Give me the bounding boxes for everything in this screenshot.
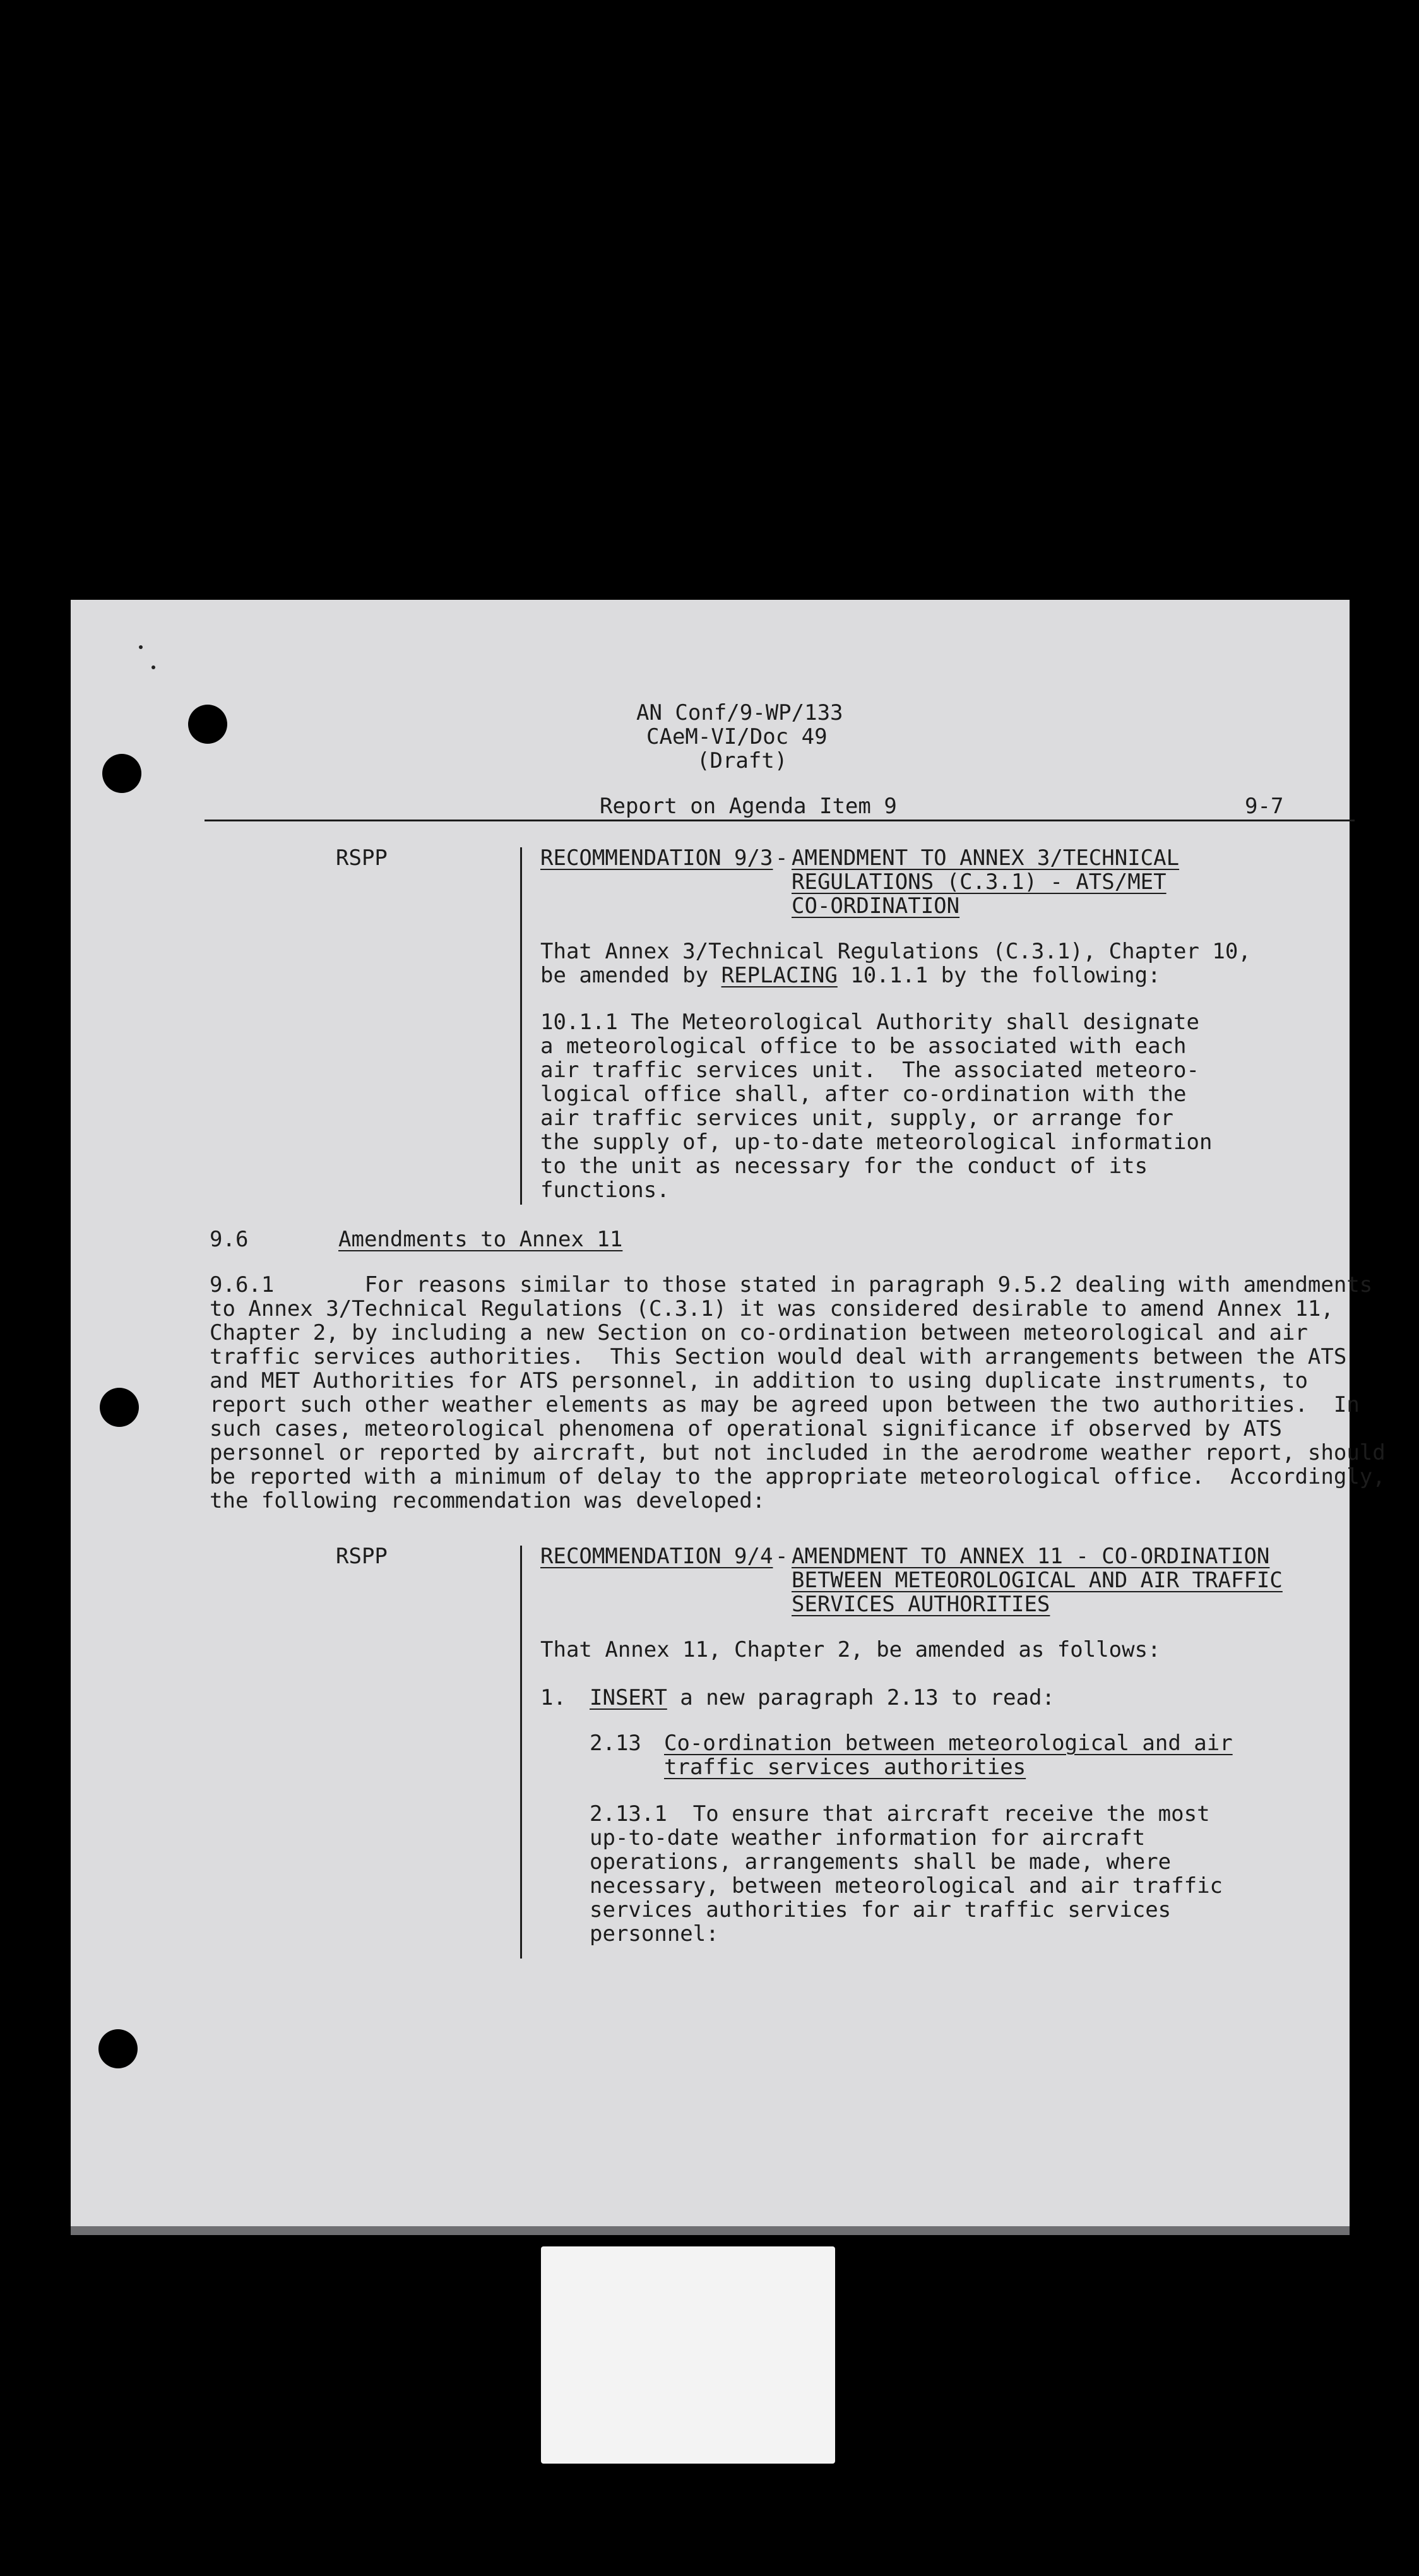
rec2-sub-body-line-6: personnel: <box>590 1921 719 1947</box>
rec2-sub-body-line-2: up-to-date weather information for aircraft <box>590 1825 1146 1851</box>
rec1-intro-line-2: be amended by REPLACING 10.1.1 by the following: <box>540 963 1161 988</box>
report-title: Report on Agenda Item 9 <box>600 794 897 819</box>
para-line-5: and MET Authorities for ATS personnel, in addition to using duplicate instruments, to <box>210 1368 1308 1393</box>
para-line-9: be reported with a minimum of delay to the appropriate meteorological office. Accordingly, <box>210 1464 1386 1489</box>
rec2-sub-number: 2.13 <box>590 1731 641 1756</box>
replacing-keyword: REPLACING <box>721 963 838 988</box>
rec2-sub-body-line-5: services authorities for air traffic services <box>590 1897 1172 1923</box>
rec1-body-line-6: the supply of, up-to-date meteorological information <box>540 1130 1213 1155</box>
rec2-sub-title-line-2: traffic services authorities <box>664 1755 1026 1780</box>
rec1-body-line-7: to the unit as necessary for the conduct of its <box>540 1154 1148 1179</box>
rec2-margin-rule <box>520 1546 522 1959</box>
para-line-3: Chapter 2, by including a new Section on co-ordination between meteorological and air <box>210 1320 1308 1345</box>
rec1-number: RECOMMENDATION 9/3 <box>540 845 773 871</box>
header-rule <box>205 820 1355 821</box>
rec1-title-line-3: CO-ORDINATION <box>792 893 960 919</box>
rec1-body-line-1: 10.1.1 The Meteorological Authority shall designate <box>540 1010 1199 1035</box>
rec1-body-line-2: a meteorological office to be associated with each <box>540 1034 1187 1059</box>
doc-status: (Draft) <box>697 748 788 773</box>
rec1-dash: - <box>775 845 788 871</box>
rec2-number: RECOMMENDATION 9/4 <box>540 1544 773 1569</box>
document-page <box>71 600 1386 2235</box>
punch-hole-4 <box>98 2029 138 2068</box>
rec2-item: INSERT a new paragraph 2.13 to read: <box>590 1685 1055 1710</box>
doc-id-wp: AN Conf/9-WP/133 <box>636 700 843 725</box>
speck <box>151 665 155 669</box>
rec2-sub-body-line-3: operations, arrangements shall be made, where <box>590 1849 1172 1875</box>
rec2-title-line-3: SERVICES AUTHORITIES <box>792 1592 1050 1617</box>
para-line-1: 9.6.1 For reasons similar to those stated in paragraph 9.5.2 dealing with amendments <box>210 1272 1373 1297</box>
rec2-item-number: 1. <box>540 1685 566 1710</box>
rec1-margin-rule <box>520 847 522 1205</box>
para-line-10: the following recommendation was developed: <box>210 1488 766 1513</box>
rec2-dash: - <box>775 1544 788 1569</box>
speck <box>139 645 143 649</box>
rec1-body-line-3: air traffic services unit. The associated meteoro- <box>540 1058 1199 1083</box>
blank-label-card <box>541 2246 835 2464</box>
rec1-title-line-2: REGULATIONS (C.3.1) - ATS/MET <box>792 869 1167 895</box>
rec1-body-line-8: functions. <box>540 1178 670 1203</box>
rec1-intro-line-1: That Annex 3/Technical Regulations (C.3.1), Chapter 10, <box>540 939 1251 964</box>
punch-hole-1 <box>188 705 227 744</box>
rec1-body-line-5: air traffic services unit, supply, or arrange for <box>540 1106 1174 1131</box>
punch-hole-2 <box>102 754 141 793</box>
rec2-sub-body-line-4: necessary, between meteorological and air traffic <box>590 1873 1223 1899</box>
doc-id-caem: CAeM-VI/Doc 49 <box>646 724 828 749</box>
para-line-6: report such other weather elements as may be agreed upon between the two authorities. In <box>210 1392 1360 1417</box>
insert-keyword: INSERT <box>590 1685 667 1710</box>
rec2-intro: That Annex 11, Chapter 2, be amended as follows: <box>540 1637 1161 1662</box>
rec1-margin-tag: RSPP <box>336 845 388 871</box>
rec1-title-line-1: AMENDMENT TO ANNEX 3/TECHNICAL <box>792 845 1180 871</box>
rec2-title-line-1: AMENDMENT TO ANNEX 11 - CO-ORDINATION <box>792 1544 1270 1569</box>
section-number: 9.6 <box>210 1227 249 1252</box>
para-line-4: traffic services authorities. This Section would deal with arrangements between the ATS <box>210 1344 1347 1369</box>
rec2-sub-title-line-1: Co-ordination between meteorological and air <box>664 1731 1233 1756</box>
rec2-title-line-2: BETWEEN METEOROLOGICAL AND AIR TRAFFIC <box>792 1568 1283 1593</box>
rec1-body-line-4: logical office shall, after co-ordination with the <box>540 1082 1187 1107</box>
rec2-margin-tag: RSPP <box>336 1544 388 1569</box>
para-line-7: such cases, meteorological phenomena of operational significance if observed by ATS <box>210 1416 1282 1441</box>
para-line-8: personnel or reported by aircraft, but not included in the aerodrome weather report, should <box>210 1440 1386 1465</box>
page-number: 9-7 <box>1245 794 1284 819</box>
rec2-sub-body-line-1: 2.13.1 To ensure that aircraft receive the most <box>590 1801 1210 1827</box>
page-bottom-edge <box>71 2226 1350 2235</box>
punch-hole-3 <box>100 1388 139 1427</box>
section-title: Amendments to Annex 11 <box>338 1227 623 1252</box>
para-line-2: to Annex 3/Technical Regulations (C.3.1) it was considered desirable to amend Annex 11, <box>210 1296 1334 1321</box>
